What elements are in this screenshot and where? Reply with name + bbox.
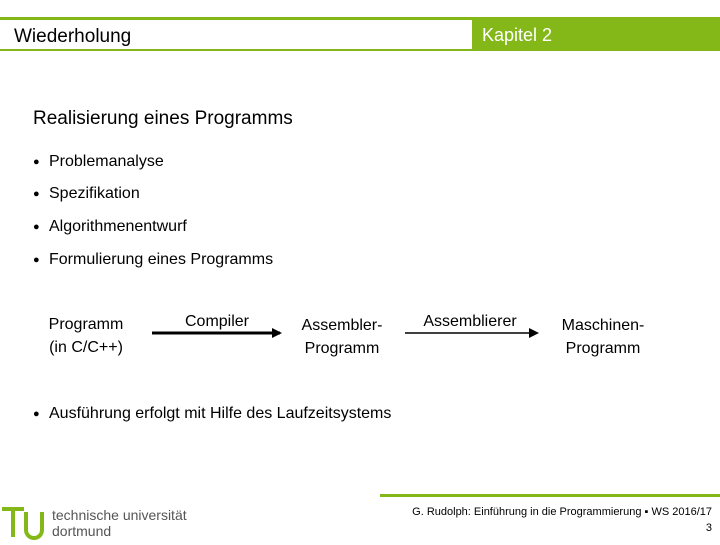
flow-source-line1: Programm <box>48 316 124 333</box>
flow-source-line2: (in C/C++) <box>49 339 123 356</box>
flow-assembler-line1: Assembler- <box>301 317 383 334</box>
header-title: Wiederholung <box>14 26 132 47</box>
bullet-item <box>33 405 391 423</box>
page-number: 3 <box>705 522 712 534</box>
tu-logo-icon <box>0 502 200 540</box>
flow-assembler-line2: Programm <box>304 340 380 357</box>
bullet-text: Formulierung eines Programms <box>49 251 274 268</box>
section-title: Realisierung eines Programms <box>33 108 293 129</box>
logo-line2: dortmund <box>52 523 112 539</box>
bullet-text: Problemanalyse <box>49 153 164 170</box>
bullet-text: Ausführung erfolgt mit Hilfe des Laufzeitsystems <box>49 405 392 422</box>
logo-line1: technische universität <box>52 507 187 523</box>
bullet-text: Algorithmenentwurf <box>49 218 187 235</box>
flow-machine-line1: Maschinen- <box>561 317 645 334</box>
bullet-dot-icon: ● <box>33 156 40 168</box>
bullet-dot-icon: ● <box>33 221 40 233</box>
bullet-dot-icon: ● <box>33 188 40 200</box>
bullet-dot-icon: ● <box>33 408 40 420</box>
footer-rule <box>380 494 720 497</box>
flow-compiler-label: Compiler <box>184 313 249 330</box>
bullet-dot-icon: ● <box>33 254 40 266</box>
bullet-text: Spezifikation <box>49 185 140 202</box>
flow-assembler-label: Assemblierer <box>423 313 517 330</box>
footer-info <box>412 504 712 536</box>
chapter-label: Kapitel 2 <box>482 25 553 45</box>
flow-machine-line2: Programm <box>565 340 641 357</box>
university-logo <box>0 502 200 540</box>
footer-course: G. Rudolph: Einführung in die Programmierung ▪ WS 2016/17 <box>412 506 712 518</box>
